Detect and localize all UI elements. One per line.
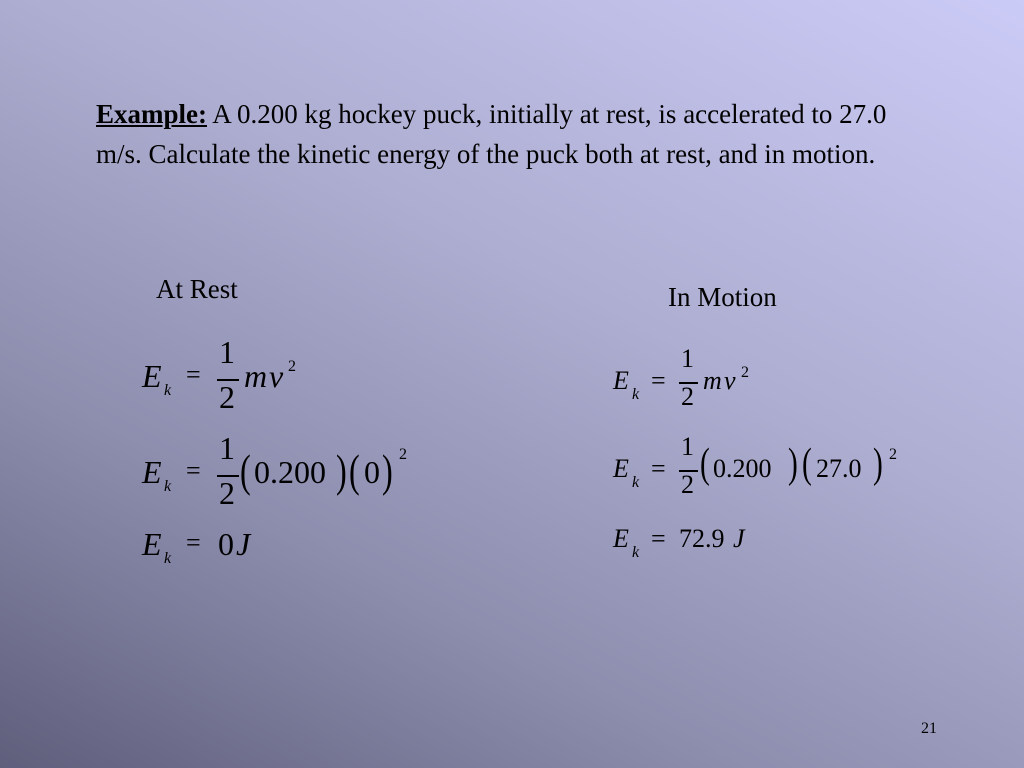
- at-rest-title: At Rest: [156, 274, 238, 304]
- slide-number: 21: [921, 720, 937, 737]
- left-paren: (: [240, 445, 251, 496]
- in-motion-equation-formula: E k = 1 2 m v 2: [613, 344, 749, 411]
- problem-text: A 0.200 kg hockey puck, initially at rest, is accelerated to 27.0 m/s. Calculate the kinetic energy of the puck both at rest, and in motion.: [96, 99, 887, 169]
- at-rest-equation-substitution: E k = 1 2 ( 0.200 ) ( 0 ) 2: [142, 430, 407, 511]
- in-motion-title: In Motion: [668, 282, 777, 312]
- in-motion-equation-substitution: E k = 1 2 ( 0.200 ) ( 27.0 ) 2: [613, 432, 897, 499]
- at-rest-equation-result: E k = 0 J: [142, 526, 251, 567]
- right-paren: ): [382, 445, 393, 496]
- left-paren: (: [349, 445, 360, 496]
- example-label: Example:: [96, 99, 207, 129]
- in-motion-equation-result: E k = 72.9 J: [613, 524, 745, 561]
- left-paren: (: [700, 441, 710, 487]
- right-paren: ): [873, 441, 883, 487]
- right-paren: ): [336, 445, 347, 496]
- problem-statement: [96, 94, 936, 174]
- right-paren: ): [788, 441, 798, 487]
- left-paren: (: [802, 441, 812, 487]
- at-rest-equation-formula: E k = 1 2 m v 2: [142, 334, 296, 415]
